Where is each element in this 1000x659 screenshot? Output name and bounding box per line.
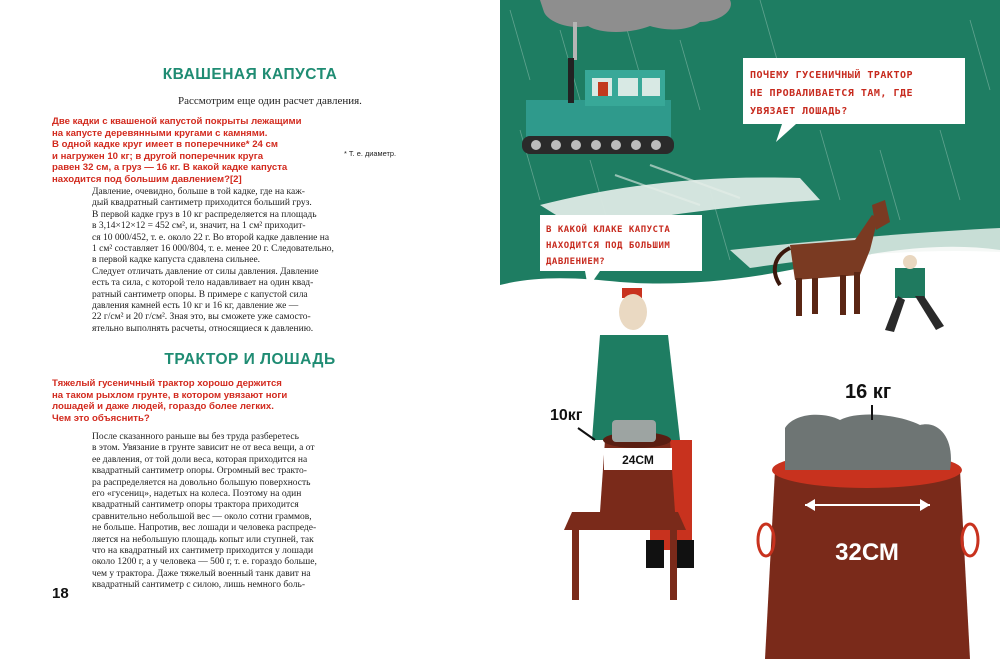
body-line: что на квадратный их сантиметр приходится у лошади xyxy=(92,546,314,557)
body-line: дый квадратный сантиметр приходится больший груз. xyxy=(92,198,312,209)
label-32cm: 32СМ xyxy=(835,539,899,566)
small-kadka-stone xyxy=(612,420,656,442)
body-line: давления камней есть 10 кг и 16 кг, давление же — xyxy=(92,301,299,312)
body-line: Давление, очевидно, больше в той кадке, где на каж- xyxy=(92,187,305,197)
body-line: В первой кадке груз в 10 кг распределяется на площадь xyxy=(92,209,317,220)
tractor-driver xyxy=(598,82,608,96)
big-man-boot xyxy=(676,540,694,568)
stool-leg xyxy=(572,530,579,600)
label-16kg: 16 кг xyxy=(845,381,892,403)
body-line: в 3,14×12×12 = 452 см², и, значит, на 1 см² приходит- xyxy=(92,221,306,232)
horse-leg xyxy=(840,275,846,315)
body-tractor xyxy=(92,432,382,592)
body-line: квадратный сантиметр опоры трактора приходится xyxy=(92,500,299,511)
body-line: в первой кадке капуста сдавлена сильнее. xyxy=(92,255,261,266)
body-line: ся 10 000/452, т. е. около 22 г. Во второй кадке давление на xyxy=(92,232,330,243)
body-line: не больше. Напротив, вес лошади и человека распреде- xyxy=(92,523,317,534)
pulling-man-coat xyxy=(895,268,925,298)
body-line: квадратный сантиметр с силою, лишь немного боль- xyxy=(92,580,306,591)
bubble-tractor-line: НЕ ПРОВАЛИВАЕТСЯ ТАМ, ГДЕ xyxy=(750,88,914,99)
section-title-tractor: ТРАКТОР И ЛОШАДЬ xyxy=(164,351,336,368)
illustration xyxy=(500,0,1000,659)
horse-leg xyxy=(854,272,860,314)
illustration-svg xyxy=(500,0,1000,659)
horse-leg xyxy=(796,278,802,316)
question-line: на капусте деревянными кругами с камнями. xyxy=(52,127,268,139)
question-line: В одной кадке круг имеет в поперечнике* 24 см xyxy=(52,139,278,151)
intro-text: Рассмотрим еще один расчет давления. xyxy=(178,95,362,107)
footnote: * Т. е. диаметр. xyxy=(344,149,396,158)
bubble-kadka-line: НАХОДИТСЯ ПОД БОЛЬШИМ xyxy=(546,241,671,251)
body-line: ра распределяется на довольно большую поверхность xyxy=(92,477,311,488)
tractor-window xyxy=(618,78,638,96)
body-line: около 1200 г, а у человека — 500 г, т. е. гораздо больше, xyxy=(92,557,317,568)
body-line: 22 г/см² и 20 г/см². Зная это, вы сможете уже самосто- xyxy=(92,312,311,323)
question-sauerkraut xyxy=(52,116,352,186)
pulling-man-head xyxy=(903,255,917,269)
question-line: лошадей и даже людей, гораздо более легких. xyxy=(52,401,274,413)
tractor-window xyxy=(642,78,660,96)
bubble-tractor-line: УВЯЗАЕТ ЛОШАДЬ? xyxy=(750,106,848,117)
question-line: находится под большим давлением?[2] xyxy=(52,173,242,185)
body-sauerkraut xyxy=(92,187,382,335)
body-line: в этом. Увязание в грунте зависит не от веса вещи, а от xyxy=(92,443,315,454)
section-title-sauerkraut: КВАШЕНАЯ КАПУСТА xyxy=(162,66,338,83)
question-tractor xyxy=(52,378,352,424)
big-man-head xyxy=(619,294,647,330)
body-line: сравнительно небольшой вес — около сотни граммов, xyxy=(92,511,312,522)
horse-leg xyxy=(812,278,818,314)
question-line: на таком рыхлом грунте, в котором увязают ноги xyxy=(52,389,288,401)
question-line: Две кадки с квашеной капустой покрыты лежащими xyxy=(52,116,302,127)
body-line: 1 см² составляет 16 000/804, т. е. менее 20 г. Следовательно, xyxy=(92,244,334,255)
stool-seat xyxy=(564,512,686,530)
bubble-tractor-line: ПОЧЕМУ ГУСЕНИЧНЫЙ ТРАКТОР xyxy=(750,70,914,81)
body-line: ляется на небольшую площадь копыт или ступней, так xyxy=(92,534,314,545)
big-man-boot xyxy=(646,540,664,568)
question-line: равен 32 см, а груз — 16 кг. В какой кадке капуста xyxy=(52,162,288,174)
question-line: и нагружен 10 кг; в другой поперечник круга xyxy=(52,150,264,162)
stool-leg xyxy=(670,530,677,600)
page-number: 18 xyxy=(52,585,69,602)
question-line: Тяжелый гусеничный трактор хорошо держится xyxy=(52,378,282,389)
body-line: После сказанного раньше вы без труда разберетесь xyxy=(92,432,299,442)
body-line: чем у трактора. Даже тяжелый военный танк давит на xyxy=(92,568,311,579)
body-line: ратный сантиметр опоры. В примере с капустой сила xyxy=(92,289,308,300)
body-line: ятельно выполнять расчеты, относящиеся к давлению. xyxy=(92,323,314,334)
bubble-kadka-line: В КАКОЙ КЛАКЕ КАПУСТА xyxy=(546,225,671,235)
question-line: Чем это объяснить? xyxy=(52,412,150,424)
label-24cm: 24СМ xyxy=(622,453,654,467)
body-line: есть та сила, с которой тело надавливает на один квад- xyxy=(92,278,314,289)
label-10kg: 10кг xyxy=(550,407,583,424)
body-line: квадратный сантиметр опоры. Огромный вес тракто- xyxy=(92,466,307,477)
bubble-kadka-line: ДАВЛЕНИЕМ? xyxy=(546,257,606,267)
body-line: Следует отличать давление от силы давления. Давление xyxy=(92,266,319,277)
big-kadka xyxy=(758,415,978,659)
tractor-chimney xyxy=(568,58,574,103)
body-line: его «гусениц», надетых на колеса. Поэтому на один xyxy=(92,489,302,500)
body-line: ее давления, от той доли веса, которая приходится на xyxy=(92,454,308,465)
